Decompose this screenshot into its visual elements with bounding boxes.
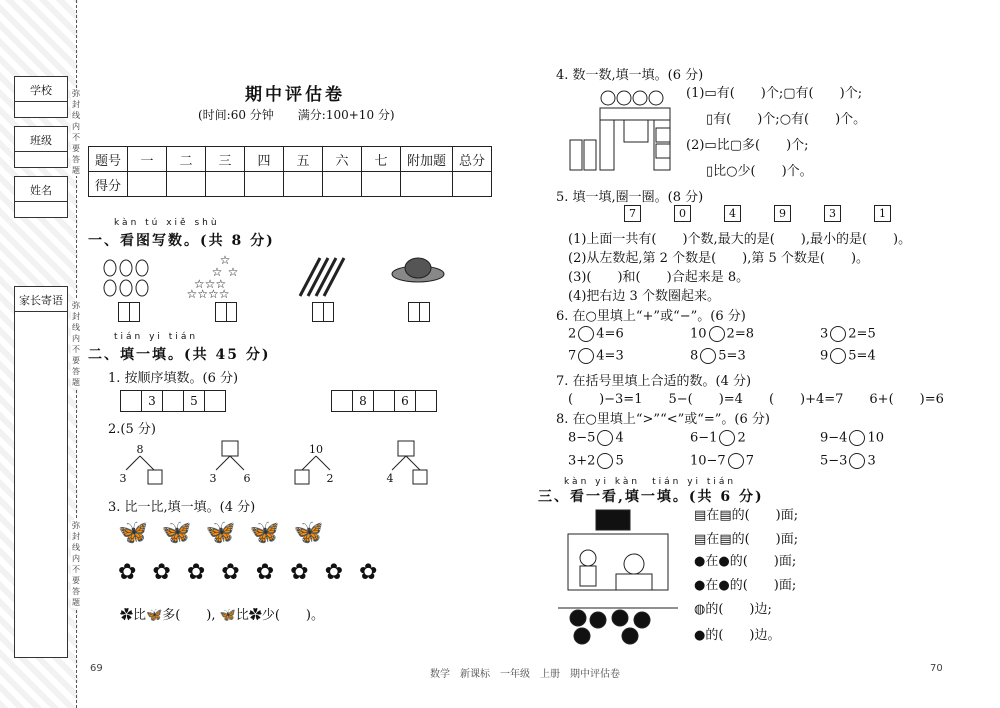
score-cell: 一: [128, 147, 167, 172]
sec1-pictures: [100, 252, 460, 300]
seq-box[interactable]: [415, 390, 437, 412]
q5-line-1[interactable]: (1)上面一共有( )个数,最大的是( ),最小的是( )。: [568, 232, 912, 247]
score-cell: 题号: [89, 147, 128, 172]
compare-circle[interactable]: [728, 453, 744, 469]
cylinder-icon: ▯: [706, 112, 714, 127]
seq-box[interactable]: 6: [394, 390, 416, 412]
q6-item-6: 9 5=4: [820, 348, 876, 364]
score-cell: 四: [245, 147, 284, 172]
bond-right-3: 2: [326, 472, 334, 485]
sec2-title: 二、填一填。(共 45 分): [88, 347, 271, 363]
q4-word: 比: [713, 164, 727, 179]
q5-line-4: (4)把右边 3 个数圈起来。: [568, 289, 720, 304]
sec3-blank[interactable]: 的( )面;: [729, 554, 797, 569]
sequence-row-1: [121, 390, 226, 412]
cylinder-icon: ▯: [706, 164, 714, 179]
score-cell: 五: [284, 147, 323, 172]
q6-item-5: 8 5=3: [690, 348, 746, 364]
q6-item-3: 3 2=5: [820, 326, 876, 342]
cube-icon: ▢: [783, 86, 796, 101]
compare-circle[interactable]: [597, 430, 613, 446]
seq-box[interactable]: 8: [352, 390, 374, 412]
q4-line-1: [686, 82, 862, 101]
name-label: 姓名: [15, 177, 67, 202]
score-input[interactable]: [401, 172, 453, 197]
hat-icon: [392, 258, 444, 282]
q8-item-3: 9−4 10: [820, 430, 884, 446]
sphere-icon: ○: [726, 164, 738, 179]
sec3-blank[interactable]: 的( )面;: [731, 508, 799, 523]
q4-blank[interactable]: 多( )个;: [742, 138, 809, 153]
sec3-line-5: [694, 598, 772, 617]
bond-left-4: 4: [386, 472, 394, 485]
sec3-title: 三、看一看,填一填。(共 6 分): [538, 489, 764, 505]
score-input[interactable]: [323, 172, 362, 197]
number-card[interactable]: 1: [874, 205, 891, 222]
bond-top-3: 10: [309, 443, 323, 456]
score-cell: 三: [206, 147, 245, 172]
q6-item-4: 7 4=3: [568, 348, 624, 364]
q7-line[interactable]: ( )−3=1 5−( )=4 ( )+4=7 6+( )=6: [568, 392, 944, 407]
score-input[interactable]: [206, 172, 245, 197]
flower-icon: ✿: [120, 608, 134, 623]
operator-circle[interactable]: [578, 348, 594, 364]
operator-circle[interactable]: [578, 326, 594, 342]
score-input-row[interactable]: [89, 172, 492, 197]
seq-box[interactable]: [373, 390, 395, 412]
q2-3-answer-line: [120, 604, 324, 623]
sec3-line-1: ▤在▤的( )面;: [694, 508, 799, 523]
q5-title: 5. 填一填,圈一圈。(8 分): [556, 190, 704, 205]
svg-text:☆: ☆: [227, 265, 239, 279]
sec3-pinyin: kàn yi kàn tián yi tián: [564, 477, 737, 487]
parent-message-field[interactable]: [14, 286, 68, 658]
sec1-title: 一、看图写数。(共 8 分): [88, 233, 275, 249]
cut-notice-1: 弥封线内不要答题: [72, 89, 80, 175]
sec3-line-3: ●在●的( )面;: [694, 554, 797, 569]
score-cell: 七: [362, 147, 401, 172]
q8-item-6: 5−3 3: [820, 453, 876, 469]
cuboid-icon: ▭: [704, 138, 717, 153]
student-icon: ●: [718, 554, 730, 569]
sec3-line-6: [694, 624, 781, 643]
page-subtitle: (时间:60 分钟 满分:100+10 分): [198, 108, 395, 122]
compare-circle[interactable]: [849, 453, 865, 469]
seq-box[interactable]: 5: [183, 390, 205, 412]
svg-text:☆: ☆: [211, 265, 223, 279]
answer-box-3[interactable]: [312, 302, 334, 322]
bond-left-2: 3: [209, 472, 217, 485]
student-icon: ●: [694, 628, 706, 643]
butterfly-icon: 🦋: [219, 608, 236, 623]
operator-circle[interactable]: [830, 348, 846, 364]
blocks-picture: [566, 88, 678, 178]
cube-icon: ▢: [729, 138, 743, 153]
sec3-blank[interactable]: 的( )边;: [705, 602, 772, 617]
page-title: 期中评估卷: [245, 85, 345, 105]
q6-item-2: 10 2=8: [690, 326, 754, 342]
score-input[interactable]: [128, 172, 167, 197]
sec3-line-2: ▤在▤的( )面;: [694, 532, 799, 547]
number-card[interactable]: 0: [674, 205, 691, 222]
student-icon: ●: [694, 578, 706, 593]
score-cell: 总分: [453, 147, 492, 172]
school-field[interactable]: [14, 76, 68, 118]
q4-label: (2): [686, 138, 705, 153]
number-card[interactable]: 4: [724, 205, 741, 222]
sequence-row-2: [332, 390, 437, 412]
q8-item-5: 10−7 7: [690, 453, 754, 469]
page-number-right: 70: [930, 663, 943, 674]
compare-word: 比: [133, 608, 147, 623]
score-table: [88, 146, 492, 197]
q4-word: 比: [716, 138, 730, 153]
compare-word: 比: [235, 608, 249, 623]
q4-blank[interactable]: 有( )个;: [716, 86, 784, 101]
class-label: 班级: [15, 127, 67, 152]
compare-circle[interactable]: [719, 430, 735, 446]
operator-circle[interactable]: [830, 326, 846, 342]
number-card[interactable]: 3: [824, 205, 841, 222]
school-label: 学校: [15, 77, 67, 102]
q4-blank[interactable]: 有( )个;: [713, 112, 780, 127]
q5-number-row: [624, 205, 891, 222]
q5-line-2[interactable]: (2)从左数起,第 2 个数是( ),第 5 个数是( )。: [568, 251, 870, 266]
q2-2-title: 2.(5 分): [108, 422, 156, 437]
answer-box-2[interactable]: [215, 302, 237, 322]
pencil-icon: [300, 258, 344, 296]
score-cell: 二: [167, 147, 206, 172]
number-bonds: [110, 440, 430, 488]
svg-text:☆☆☆☆: ☆☆☆☆: [186, 287, 230, 300]
parent-message-label: 家长寄语: [15, 287, 67, 312]
bond-right-2: 6: [243, 472, 251, 485]
q4-line-4: [706, 160, 813, 179]
cut-notice-2: 弥封线内不要答题: [72, 301, 80, 387]
score-input[interactable]: [245, 172, 284, 197]
sphere-icon: ○: [779, 112, 792, 127]
seq-box[interactable]: [204, 390, 226, 412]
q2-3-title: 3. 比一比,填一填。(4 分): [108, 500, 256, 515]
q6-item-1: 2 4=6: [568, 326, 624, 342]
cut-notice-3: 弥封线内不要答题: [72, 521, 80, 607]
q8-item-4: 3+2 5: [568, 453, 624, 469]
q4-line-3: [686, 134, 809, 153]
compare-circle[interactable]: [597, 453, 613, 469]
bond-top-1: 8: [136, 443, 144, 456]
q7-title: 7. 在括号里填上合适的数。(4 分): [556, 374, 752, 389]
class-field[interactable]: [14, 126, 68, 168]
answer-box-4[interactable]: [408, 302, 430, 322]
score-input[interactable]: [167, 172, 206, 197]
compare-circle[interactable]: [849, 430, 865, 446]
seq-box[interactable]: [162, 390, 184, 412]
sec3-blank[interactable]: 的( )面;: [729, 578, 797, 593]
butterfly-icon: 🦋🦋🦋🦋🦋: [118, 518, 338, 546]
compare-blank[interactable]: 多( ),: [162, 608, 216, 623]
page-number-left: 69: [90, 663, 103, 674]
sec3-blank[interactable]: 的( )面;: [731, 532, 799, 547]
q2-1-title: 1. 按顺序填数。(6 分): [108, 371, 239, 386]
seq-box[interactable]: [120, 390, 142, 412]
name-field[interactable]: [14, 176, 68, 218]
score-input[interactable]: [284, 172, 323, 197]
score-cell: 得分: [89, 172, 128, 197]
svg-text:☆☆☆: ☆☆☆: [193, 277, 227, 291]
books-icon: ▤: [719, 532, 732, 547]
operator-circle[interactable]: [700, 348, 716, 364]
flower-row: [118, 560, 393, 585]
score-input[interactable]: [453, 172, 492, 197]
globe-icon: ◍: [694, 602, 706, 617]
flower-icon: ✿: [248, 608, 262, 623]
footer-info: 数学 新课标 一年级 上册 期中评估卷: [430, 669, 620, 680]
student-icon: ●: [718, 578, 730, 593]
number-card[interactable]: 7: [624, 205, 641, 222]
books-icon: ▤: [719, 508, 732, 523]
sec2-pinyin: tián yi tián: [114, 332, 199, 342]
pear-icon: [104, 260, 148, 296]
number-card[interactable]: 9: [774, 205, 791, 222]
q4-blank[interactable]: 少( )个。: [737, 164, 813, 179]
books-icon: ▤: [694, 508, 707, 523]
q4-title: 4. 数一数,填一填。(6 分): [556, 68, 704, 83]
q5-line-3[interactable]: (3)( )和( )合起来是 8。: [568, 270, 750, 285]
svg-text:☆: ☆: [219, 253, 231, 267]
operator-circle[interactable]: [709, 326, 725, 342]
q8-title: 8. 在○里填上“>”“<”或“=”。(6 分): [556, 412, 770, 427]
q8-item-1: 8−5 4: [568, 430, 624, 446]
flower-icon: ✿✿✿✿✿✿✿✿: [118, 560, 394, 585]
score-header-row: [89, 147, 492, 172]
bond-left-1: 3: [119, 472, 127, 485]
classroom-picture: [558, 508, 678, 648]
star-icon: [186, 253, 238, 300]
q4-blank[interactable]: 有( )个。: [791, 112, 867, 127]
q4-line-2: [706, 108, 866, 127]
seq-box[interactable]: 3: [141, 390, 163, 412]
cuboid-icon: ▭: [704, 86, 717, 101]
score-cell: 附加题: [401, 147, 453, 172]
student-icon: ●: [694, 554, 706, 569]
q8-item-2: 6−1 2: [690, 430, 746, 446]
sec3-blank[interactable]: 的( )边。: [705, 628, 781, 643]
q4-blank[interactable]: 有( )个;: [795, 86, 863, 101]
answer-box-1[interactable]: [118, 302, 140, 322]
compare-blank[interactable]: 少( )。: [261, 608, 325, 623]
score-cell: 六: [323, 147, 362, 172]
q4-label: (1): [686, 86, 705, 101]
butterfly-row: [118, 518, 337, 546]
seq-box[interactable]: [331, 390, 353, 412]
books-icon: ▤: [694, 532, 707, 547]
sec1-pinyin: kàn tú xiě shù: [114, 218, 220, 228]
q6-title: 6. 在○里填上“+”或“−”。(6 分): [556, 309, 746, 324]
butterfly-icon: 🦋: [146, 608, 163, 623]
score-input[interactable]: [362, 172, 401, 197]
sec3-line-4: ●在●的( )面;: [694, 578, 797, 593]
